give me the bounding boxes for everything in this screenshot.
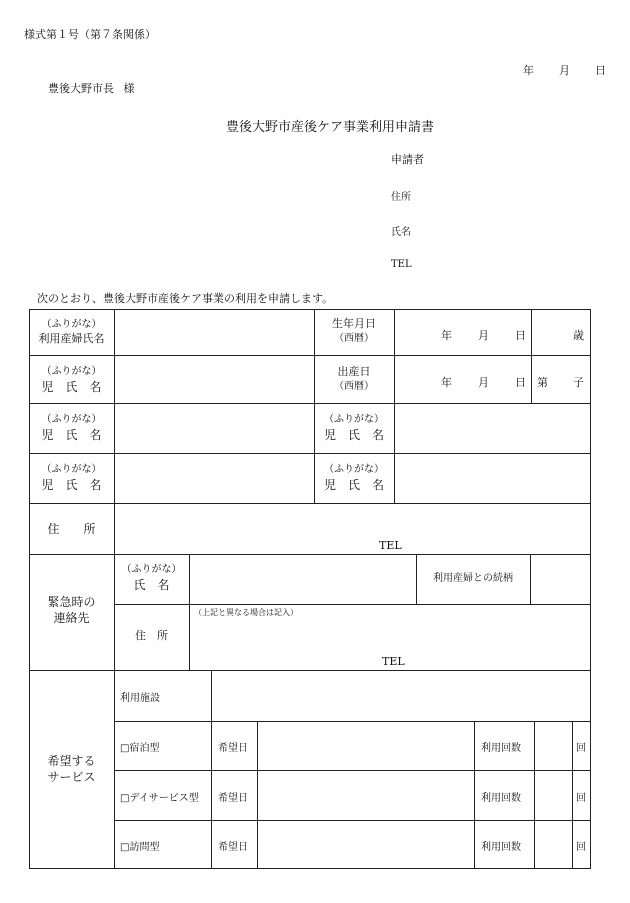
child-name-label-3 <box>314 413 394 443</box>
delivery-month-unit: 月 <box>478 376 489 389</box>
furigana-label: （ふりがな） <box>121 564 182 575</box>
service-label-line2: サービス <box>47 770 96 785</box>
page-title: 豊後大野市産後ケア事業利用申請書 <box>226 120 435 135</box>
furigana-label: （ふりがな） <box>41 414 102 425</box>
date-day-label: 日 <box>595 64 606 77</box>
birthdate-label <box>314 317 394 345</box>
child-name-label-2 <box>29 413 114 443</box>
service-visit-checkbox[interactable]: □訪問型 <box>120 842 160 853</box>
addressee <box>48 80 135 96</box>
desired-date-label: 希望日 <box>218 793 248 804</box>
usage-count-label: 利用回数 <box>481 793 521 804</box>
emergency-label-line1: 緊急時の <box>47 595 96 609</box>
furigana-label: （ふりがな） <box>41 366 102 377</box>
furigana-label: （ふりがな） <box>41 319 102 330</box>
birth-order-prefix: 第 <box>537 376 548 389</box>
desired-date-label: 希望日 <box>218 743 248 754</box>
emergency-name-text: 氏 名 <box>133 577 170 592</box>
address-label: 住 所 <box>47 522 96 536</box>
applicant-address-label: 住所 <box>391 192 411 203</box>
emergency-contact-label <box>29 594 114 626</box>
application-form-table <box>29 309 591 869</box>
different-address-note: （上記と異なる場合は記入） <box>194 608 298 617</box>
intro-text: 次のとおり、豊後大野市産後ケア事業の利用を申請します。 <box>37 292 334 305</box>
service-label-line1: 希望する <box>47 754 96 768</box>
age-unit: 歳 <box>573 329 584 342</box>
form-number: 様式第１号（第７条関係） <box>24 28 156 41</box>
emergency-name-label <box>114 563 189 593</box>
child-name-label-5 <box>314 463 394 493</box>
times-unit: 回 <box>576 793 586 804</box>
birth-month-unit: 月 <box>478 329 489 342</box>
birth-day-unit: 日 <box>515 329 526 342</box>
furigana-label: （ふりがな） <box>324 414 384 425</box>
usage-count-label: 利用回数 <box>481 743 521 754</box>
child-name-text: 児 氏 名 <box>41 379 102 394</box>
times-unit: 回 <box>576 842 586 853</box>
times-unit: 回 <box>576 743 586 754</box>
service-overnight-checkbox[interactable]: □宿泊型 <box>120 743 160 754</box>
usage-count-label: 利用回数 <box>481 842 521 853</box>
birthdate-text: 生年月日 <box>332 317 376 330</box>
address-tel-label: TEL <box>379 539 402 552</box>
service-day-checkbox[interactable]: □デイサービス型 <box>120 793 199 804</box>
addressee-honorific: 様 <box>123 82 135 95</box>
mother-name-text: 利用産婦氏名 <box>38 331 105 345</box>
furigana-label: （ふりがな） <box>41 464 102 475</box>
applicant-tel-label: TEL <box>391 259 412 270</box>
western-calendar-note: （西暦） <box>334 380 374 392</box>
child-name-label-1 <box>29 365 114 395</box>
delivery-day-unit: 日 <box>515 376 526 389</box>
mother-name-label <box>29 318 114 346</box>
birth-year-unit: 年 <box>441 329 452 342</box>
delivery-year-unit: 年 <box>441 376 452 389</box>
child-name-text: 児 氏 名 <box>41 427 102 442</box>
furigana-label: （ふりがな） <box>324 464 384 475</box>
child-name-text: 児 氏 名 <box>323 427 384 442</box>
applicant-name-label: 氏名 <box>391 227 411 238</box>
emergency-label-line2: 連絡先 <box>53 611 90 626</box>
delivery-date-text: 出産日 <box>337 365 371 378</box>
desired-date-label: 希望日 <box>218 842 248 853</box>
delivery-date-label <box>314 365 394 393</box>
relationship-label: 利用産婦との続柄 <box>433 573 513 584</box>
child-name-text: 児 氏 名 <box>41 477 102 492</box>
emergency-address-label: 住 所 <box>135 629 168 642</box>
child-name-label-4 <box>29 463 114 493</box>
date-month-label: 月 <box>559 64 570 77</box>
western-calendar-note: （西暦） <box>334 332 374 344</box>
applicant-heading: 申請者 <box>391 153 424 166</box>
child-name-text: 児 氏 名 <box>323 477 384 492</box>
birth-order-suffix: 子 <box>573 376 584 389</box>
addressee-name: 豊後大野市長 <box>48 82 114 95</box>
emergency-tel-label: TEL <box>382 655 405 668</box>
facility-label: 利用施設 <box>120 693 160 704</box>
date-year-label: 年 <box>523 64 534 77</box>
desired-services-label <box>29 753 114 785</box>
